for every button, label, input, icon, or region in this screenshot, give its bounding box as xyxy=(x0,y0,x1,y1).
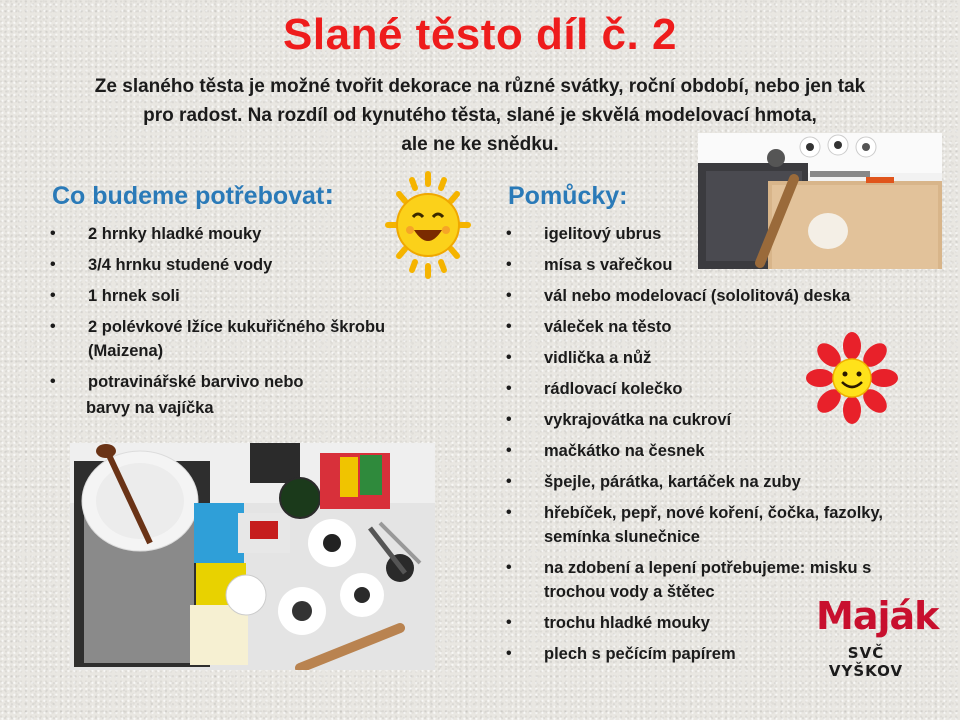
ingredients-heading-colon: : xyxy=(324,178,335,211)
majak-logo xyxy=(816,594,939,680)
page-title: Slané těsto díl č. 2 xyxy=(283,10,677,59)
tool-item: • igelitový ubrus xyxy=(506,222,906,246)
ingredient-item: • potravinářské barvivo nebo xyxy=(50,370,430,394)
ingredients-heading-text: Co budeme potřebovat xyxy=(52,182,325,210)
ingredients-photo-illustration xyxy=(70,443,435,670)
ingredient-item: • 2 polévkové lžíce kukuřičného škrobu (Maizena) xyxy=(50,315,430,363)
tool-item: • mačkátko na česnek xyxy=(506,439,906,463)
ingredient-item: • 2 hrnky hladké mouky xyxy=(50,222,430,246)
intro-line-2: pro radost. Na rozdíl od kynutého těsta, slané je skvělá modelovací hmota, xyxy=(143,105,817,126)
ingredient-item: • 3/4 hrnku studené vody xyxy=(50,253,430,277)
tool-item: • plech s pečícím papírem xyxy=(506,642,906,666)
ingredient-item: • 1 hrnek soli xyxy=(50,284,430,308)
intro-line-3: ale ne ke snědku. xyxy=(401,134,559,155)
tool-item: • vykrajovátka na cukroví xyxy=(506,408,906,432)
logo-subtitle: SVČ VYŠKOV xyxy=(828,644,904,680)
tool-item: • špejle, párátka, kartáček na zuby xyxy=(506,470,906,494)
logo-brand: Maják xyxy=(816,594,939,638)
tool-item: • trochu hladké mouky xyxy=(506,611,906,635)
ingredients-list xyxy=(50,222,430,401)
tool-item: • na zdobení a lepení potřebujeme: misku s trochou vody a štětec xyxy=(506,556,906,604)
flower-icon xyxy=(806,332,898,424)
tool-item: • mísa s vařečkou xyxy=(506,253,906,277)
tool-item: • vál nebo modelovací (sololitová) deska xyxy=(506,284,906,308)
ingredient-continuation: barvy na vajíčka xyxy=(86,399,214,417)
sun-icon xyxy=(382,170,474,280)
intro-line-1: Ze slaného těsta je možné tvořit dekorace na různé svátky, roční období, nebo jen tak xyxy=(94,76,866,97)
tools-photo xyxy=(698,133,942,269)
tool-item: • hřebíček, pepř, nové koření, čočka, fazolky, semínka slunečnice xyxy=(506,501,894,549)
ingredients-heading xyxy=(52,178,334,212)
tool-item: • rádlovací kolečko xyxy=(506,377,906,401)
tools-heading: Pomůcky: xyxy=(508,182,628,210)
ingredients-photo xyxy=(70,443,435,670)
tool-item: • váleček na těsto xyxy=(506,315,906,339)
tool-item: • vidlička a nůž xyxy=(506,346,906,370)
tools-photo-illustration xyxy=(698,133,942,269)
